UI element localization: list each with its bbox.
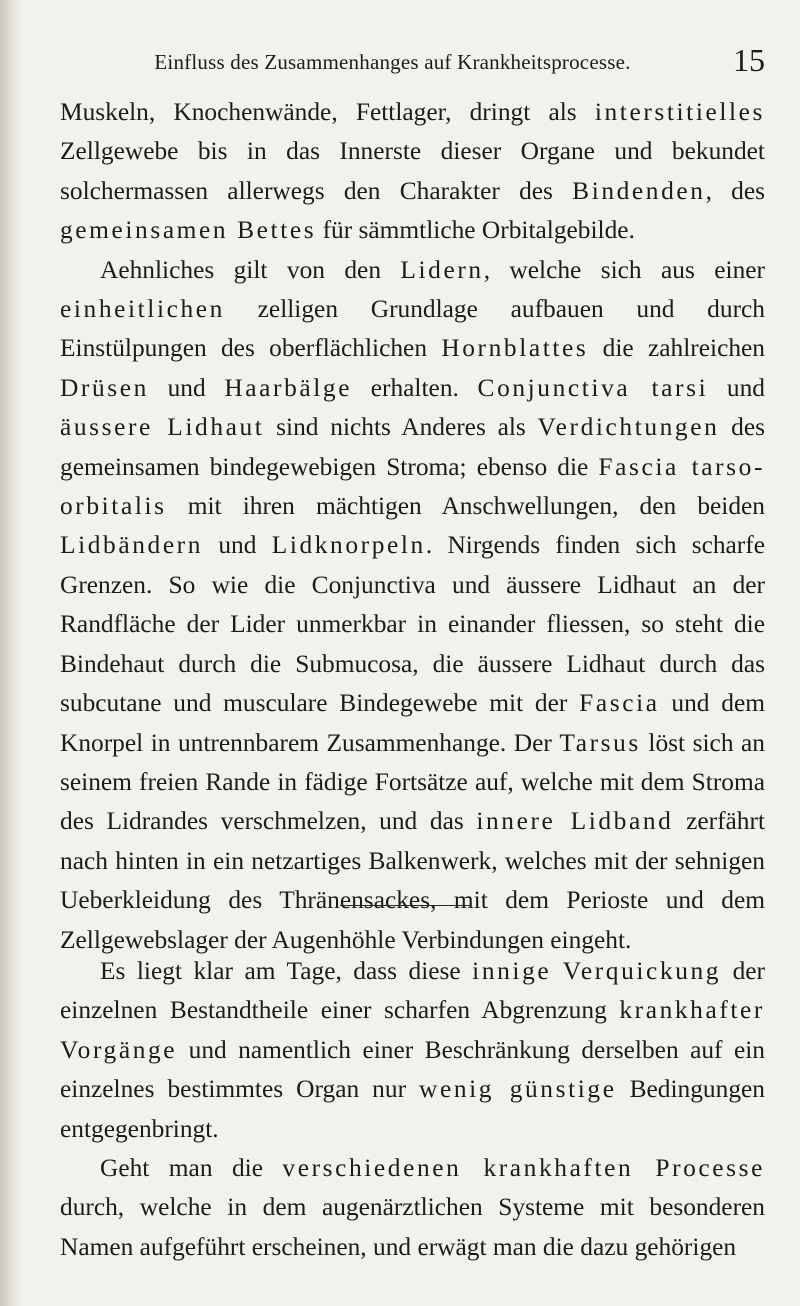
spaced-term: Fascia <box>579 689 660 718</box>
spaced-term: Bindenden <box>572 176 706 205</box>
text-run: der einzelnen Bestandtheile einer scharfen Abgrenzung <box>60 957 765 1025</box>
text-run: die zahlreichen <box>588 334 765 363</box>
text-run: für sämmtliche Orbitalgebilde. <box>316 216 635 245</box>
text-run: Aehnliches gilt von den <box>100 255 401 284</box>
text-run: löst sich an seinem freien Rande in fädige Fortsätze auf, welche mit dem Stroma des Lidrandes verschmelzen, und das <box>60 728 765 836</box>
spaced-term: Lidknorpeln <box>271 531 426 560</box>
spaced-term: Verdichtungen <box>537 413 720 442</box>
text-run: mit ihren mächtigen Anschwellungen, den beiden <box>166 492 765 521</box>
spaced-term: einheitlichen <box>60 295 225 324</box>
spaced-term: verschiedenen krankhaften Processe <box>282 1154 765 1183</box>
page-edge-shadow <box>0 0 22 1306</box>
text-run: und <box>708 373 765 402</box>
text-run: und namentlich einer Beschränkung derselben auf ein einzelnes bestimmtes Organ nur <box>60 1035 765 1104</box>
paragraph-2 <box>60 251 765 960</box>
running-title: Einfluss des Zusammenhanges auf Krankheitsprocesse. <box>154 50 631 74</box>
text-run: Muskeln, Knochenwände, Fettlager, dringt als <box>60 98 595 126</box>
spaced-term: Drüsen <box>60 373 149 402</box>
page-number: 15 <box>733 42 765 78</box>
text-run: Zellgewebe bis in das Innerste dieser Organe und bekundet solchermassen allerwegs den Charakter des <box>60 137 765 205</box>
spaced-term: äussere Lidhaut <box>60 413 265 442</box>
text-run <box>551 957 563 985</box>
text-run: zelligen Grundlage aufbauen und durch Einstülpungen des oberflächlichen <box>60 295 765 363</box>
text-run: durch, welche in dem augenärztlichen Systeme mit besonderen Namen aufgeführt erscheinen, und erwägt man die dazu gehörigen <box>60 1193 765 1261</box>
paragraph-3 <box>60 952 765 1149</box>
section-1 <box>60 93 765 960</box>
paragraph-4 <box>60 1149 765 1267</box>
text-run: des gemeinsamen bindegewebigen Stroma; ebenso die <box>60 413 765 481</box>
spaced-term: interstitielles <box>594 98 765 126</box>
text-run: , des <box>705 176 765 205</box>
section-divider <box>340 905 470 906</box>
spaced-term: innere Lidband <box>476 807 674 836</box>
text-run: , welche sich aus einer <box>483 255 765 284</box>
spaced-term: innige <box>472 957 552 985</box>
text-run: und <box>148 373 225 402</box>
spaced-term: Fascia tarso-orbitalis <box>60 452 765 521</box>
text-run: sind nichts Anderes als <box>264 413 538 442</box>
text-run: . Nirgends finden sich scharfe Grenzen. So wie die Conjunctiva und äussere Lidhaut an der Randfläche der Lider unmerkbar in einander fliessen, so steht die Bindehaut durch die Submucosa, die äussere Lidhaut durch das subcutane und musculare Bindegewebe mit der <box>60 531 765 718</box>
spaced-term: Hornblattes <box>441 334 589 363</box>
spaced-term: Conjunctiva tarsi <box>477 373 709 402</box>
paragraph-1 <box>60 93 765 251</box>
text-run: und <box>203 531 272 560</box>
spaced-term: gemeinsamen Bettes <box>60 216 317 245</box>
page-header <box>60 42 765 84</box>
text-run: Es liegt klar am Tage, dass diese <box>100 957 473 985</box>
text-run: erhalten. <box>352 373 478 402</box>
spaced-term: Lidbändern <box>60 531 204 560</box>
spaced-term: Tarsus <box>559 728 641 757</box>
text-run: Bedingungen entgegenbringt. <box>60 1075 765 1143</box>
spaced-term: Lidern <box>400 255 484 284</box>
section-2 <box>60 952 765 1267</box>
text-run: Geht man die <box>100 1154 283 1183</box>
text-run: zerfährt nach hinten in ein netzartiges Balkenwerk, welches mit der sehnigen Ueberkleidung des Thränensackes, mit dem Perioste und dem Zellgewebslager der Augenhöhle Verbindungen eingeht. <box>60 807 766 954</box>
spaced-term: wenig günstige <box>419 1075 617 1104</box>
spaced-term: krankhafter Vorgänge <box>60 996 765 1064</box>
spaced-term: Verquickung <box>562 957 722 985</box>
text-run: und dem Knorpel in untrennbarem Zusammenhange. Der <box>60 689 765 757</box>
spaced-term: Haarbälge <box>224 373 353 402</box>
